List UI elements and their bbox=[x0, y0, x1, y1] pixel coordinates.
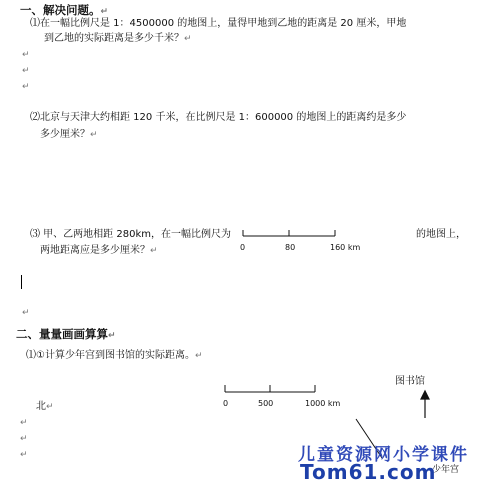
q3-line1b: 的地图上， bbox=[416, 229, 466, 240]
paragraph-mark: ↵ bbox=[20, 418, 28, 428]
scale2-label-0: 0 bbox=[223, 399, 229, 408]
paragraph-mark: ↵ bbox=[22, 66, 30, 76]
scale1-label-80: 80 bbox=[285, 243, 296, 252]
q1-line2: 到乙地的实际距离是多少千米？↵ bbox=[44, 33, 192, 44]
watermark-line2 bbox=[300, 460, 436, 484]
scale1-label-0: 0 bbox=[240, 243, 246, 252]
paragraph-mark: ↵ bbox=[22, 308, 30, 318]
q2-line1: ⑵北京与天津大约相距 120 千米，在比例尺是 1：600000 的地图上的距离约是多少 bbox=[30, 112, 407, 123]
watermark-text: Tom61.com bbox=[300, 460, 437, 484]
youth-palace-label: 少年宫 bbox=[432, 465, 460, 475]
north-arrow bbox=[421, 391, 429, 418]
north-label: 北↵ bbox=[36, 401, 54, 412]
s2-q1: ⑴①计算少年宫到图书馆的实际距离。↵ bbox=[26, 350, 203, 361]
q1-line1: ⑴在一幅比例尺是 1：4500000 的地图上，量得甲地到乙地的距离是 20 厘米，甲地 bbox=[30, 18, 407, 29]
q3-line1a: ⑶ 甲、乙两地相距 280km，在一幅比例尺为 bbox=[30, 229, 231, 240]
paragraph-mark: ↵ bbox=[20, 450, 28, 460]
scale-bar-2 bbox=[225, 385, 315, 392]
paragraph-mark: ↵ bbox=[20, 434, 28, 444]
library-label: 图书馆 bbox=[395, 376, 425, 387]
paragraph-mark: ↵ bbox=[22, 50, 30, 60]
paragraph-mark: ↵ bbox=[22, 82, 30, 92]
scale2-label-1000: 1000 km bbox=[305, 399, 341, 408]
scale1-label-160: 160 km bbox=[330, 243, 361, 252]
section1-title: 一、解决问题。↵ bbox=[20, 3, 109, 17]
scale-bar-1 bbox=[243, 230, 335, 236]
section2-title: 二、量量画画算算↵ bbox=[16, 327, 116, 341]
q3-line2: 两地距离应是多少厘米？↵ bbox=[40, 245, 158, 256]
scale2-label-500: 500 bbox=[258, 399, 274, 408]
q2-line2: 多少厘米？↵ bbox=[40, 129, 98, 140]
watermark-line1: 儿童资源网小学课件 bbox=[298, 445, 469, 465]
